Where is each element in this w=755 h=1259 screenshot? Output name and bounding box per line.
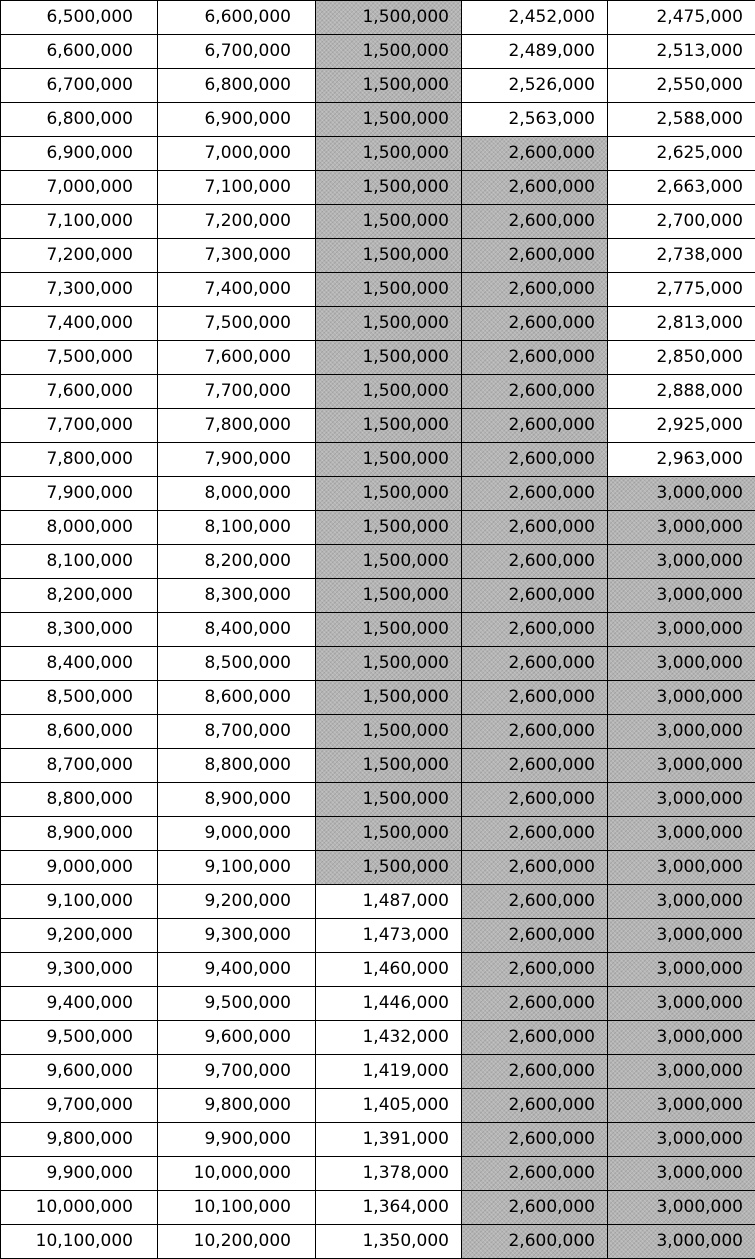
column-5-cell: 3,000,000 xyxy=(608,1089,755,1123)
column-4-cell: 2,600,000 xyxy=(462,681,608,715)
column-4-cell: 2,452,000 xyxy=(462,1,608,35)
range-to-cell: 9,000,000 xyxy=(158,817,316,851)
range-to-cell: 7,100,000 xyxy=(158,171,316,205)
column-5-cell: 2,738,000 xyxy=(608,239,755,273)
column-3-cell: 1,500,000 xyxy=(316,1,462,35)
range-to-cell: 9,600,000 xyxy=(158,1021,316,1055)
column-5-cell: 2,663,000 xyxy=(608,171,755,205)
column-5-cell: 3,000,000 xyxy=(608,579,755,613)
table-row xyxy=(1,205,755,239)
range-from-cell: 8,500,000 xyxy=(1,681,158,715)
column-4-cell: 2,600,000 xyxy=(462,613,608,647)
table-row xyxy=(1,375,755,409)
column-3-cell: 1,500,000 xyxy=(316,783,462,817)
column-4-cell: 2,600,000 xyxy=(462,511,608,545)
range-from-cell: 9,300,000 xyxy=(1,953,158,987)
column-5-cell: 3,000,000 xyxy=(608,545,755,579)
column-5-cell: 3,000,000 xyxy=(608,749,755,783)
column-4-cell: 2,600,000 xyxy=(462,273,608,307)
column-3-cell: 1,500,000 xyxy=(316,307,462,341)
column-3-cell: 1,500,000 xyxy=(316,341,462,375)
column-5-cell: 2,888,000 xyxy=(608,375,755,409)
column-3-cell: 1,500,000 xyxy=(316,477,462,511)
range-from-cell: 10,000,000 xyxy=(1,1191,158,1225)
range-from-cell: 9,200,000 xyxy=(1,919,158,953)
table-row xyxy=(1,749,755,783)
table-body xyxy=(1,1,755,1259)
column-5-cell: 3,000,000 xyxy=(608,613,755,647)
table-row xyxy=(1,1225,755,1259)
column-3-cell: 1,500,000 xyxy=(316,749,462,783)
range-to-cell: 6,700,000 xyxy=(158,35,316,69)
column-5-cell: 3,000,000 xyxy=(608,511,755,545)
column-4-cell: 2,600,000 xyxy=(462,477,608,511)
column-4-cell: 2,600,000 xyxy=(462,545,608,579)
table-row xyxy=(1,511,755,545)
column-5-cell: 2,588,000 xyxy=(608,103,755,137)
range-from-cell: 6,700,000 xyxy=(1,69,158,103)
range-from-cell: 8,900,000 xyxy=(1,817,158,851)
column-5-cell: 3,000,000 xyxy=(608,1055,755,1089)
column-4-cell: 2,600,000 xyxy=(462,987,608,1021)
column-3-cell: 1,500,000 xyxy=(316,443,462,477)
column-3-cell: 1,500,000 xyxy=(316,375,462,409)
column-4-cell: 2,600,000 xyxy=(462,749,608,783)
range-from-cell: 7,800,000 xyxy=(1,443,158,477)
range-from-cell: 9,500,000 xyxy=(1,1021,158,1055)
range-from-cell: 9,100,000 xyxy=(1,885,158,919)
range-to-cell: 10,200,000 xyxy=(158,1225,316,1259)
table-row xyxy=(1,579,755,613)
column-3-cell: 1,460,000 xyxy=(316,953,462,987)
column-5-cell: 3,000,000 xyxy=(608,1021,755,1055)
column-4-cell: 2,600,000 xyxy=(462,817,608,851)
table-row xyxy=(1,307,755,341)
table-row xyxy=(1,545,755,579)
range-to-cell: 7,300,000 xyxy=(158,239,316,273)
column-5-cell: 3,000,000 xyxy=(608,1123,755,1157)
table-row xyxy=(1,1123,755,1157)
column-3-cell: 1,419,000 xyxy=(316,1055,462,1089)
column-5-cell: 3,000,000 xyxy=(608,681,755,715)
column-3-cell: 1,487,000 xyxy=(316,885,462,919)
column-5-cell: 3,000,000 xyxy=(608,953,755,987)
column-4-cell: 2,600,000 xyxy=(462,953,608,987)
table-row xyxy=(1,953,755,987)
column-5-cell: 3,000,000 xyxy=(608,885,755,919)
range-from-cell: 9,000,000 xyxy=(1,851,158,885)
column-5-cell: 2,813,000 xyxy=(608,307,755,341)
range-from-cell: 9,800,000 xyxy=(1,1123,158,1157)
table-row xyxy=(1,885,755,919)
table-row xyxy=(1,1089,755,1123)
range-to-cell: 8,300,000 xyxy=(158,579,316,613)
range-from-cell: 7,000,000 xyxy=(1,171,158,205)
range-from-cell: 8,400,000 xyxy=(1,647,158,681)
table-row xyxy=(1,783,755,817)
column-3-cell: 1,405,000 xyxy=(316,1089,462,1123)
column-4-cell: 2,600,000 xyxy=(462,1021,608,1055)
range-from-cell: 7,600,000 xyxy=(1,375,158,409)
range-from-cell: 6,800,000 xyxy=(1,103,158,137)
column-5-cell: 3,000,000 xyxy=(608,647,755,681)
column-5-cell: 3,000,000 xyxy=(608,987,755,1021)
column-3-cell: 1,500,000 xyxy=(316,103,462,137)
column-5-cell: 3,000,000 xyxy=(608,783,755,817)
column-4-cell: 2,600,000 xyxy=(462,1191,608,1225)
table-row xyxy=(1,681,755,715)
range-from-cell: 9,400,000 xyxy=(1,987,158,1021)
column-5-cell: 2,550,000 xyxy=(608,69,755,103)
column-4-cell: 2,600,000 xyxy=(462,1157,608,1191)
column-4-cell: 2,600,000 xyxy=(462,205,608,239)
range-from-cell: 6,600,000 xyxy=(1,35,158,69)
range-from-cell: 8,600,000 xyxy=(1,715,158,749)
range-to-cell: 8,100,000 xyxy=(158,511,316,545)
table-row xyxy=(1,647,755,681)
column-3-cell: 1,500,000 xyxy=(316,137,462,171)
column-5-cell: 2,963,000 xyxy=(608,443,755,477)
column-4-cell: 2,600,000 xyxy=(462,885,608,919)
column-5-cell: 3,000,000 xyxy=(608,851,755,885)
range-to-cell: 10,000,000 xyxy=(158,1157,316,1191)
table-row xyxy=(1,443,755,477)
table-row xyxy=(1,1,755,35)
range-to-cell: 8,700,000 xyxy=(158,715,316,749)
column-3-cell: 1,500,000 xyxy=(316,647,462,681)
column-4-cell: 2,600,000 xyxy=(462,1089,608,1123)
range-from-cell: 9,700,000 xyxy=(1,1089,158,1123)
column-5-cell: 2,513,000 xyxy=(608,35,755,69)
column-5-cell: 2,700,000 xyxy=(608,205,755,239)
column-3-cell: 1,500,000 xyxy=(316,579,462,613)
column-3-cell: 1,500,000 xyxy=(316,817,462,851)
table-row xyxy=(1,35,755,69)
column-4-cell: 2,600,000 xyxy=(462,239,608,273)
table-row xyxy=(1,715,755,749)
column-4-cell: 2,600,000 xyxy=(462,647,608,681)
range-to-cell: 7,500,000 xyxy=(158,307,316,341)
column-4-cell: 2,600,000 xyxy=(462,919,608,953)
column-4-cell: 2,600,000 xyxy=(462,409,608,443)
column-3-cell: 1,500,000 xyxy=(316,35,462,69)
range-from-cell: 10,100,000 xyxy=(1,1225,158,1259)
range-to-cell: 8,500,000 xyxy=(158,647,316,681)
table-row xyxy=(1,477,755,511)
range-to-cell: 6,800,000 xyxy=(158,69,316,103)
column-4-cell: 2,600,000 xyxy=(462,341,608,375)
column-3-cell: 1,500,000 xyxy=(316,409,462,443)
column-5-cell: 2,625,000 xyxy=(608,137,755,171)
range-to-cell: 6,600,000 xyxy=(158,1,316,35)
range-to-cell: 10,100,000 xyxy=(158,1191,316,1225)
column-3-cell: 1,500,000 xyxy=(316,613,462,647)
column-3-cell: 1,364,000 xyxy=(316,1191,462,1225)
table-row xyxy=(1,851,755,885)
column-5-cell: 3,000,000 xyxy=(608,1225,755,1259)
range-to-cell: 9,800,000 xyxy=(158,1089,316,1123)
range-from-cell: 6,500,000 xyxy=(1,1,158,35)
column-4-cell: 2,600,000 xyxy=(462,1123,608,1157)
range-from-cell: 9,600,000 xyxy=(1,1055,158,1089)
table-row xyxy=(1,69,755,103)
range-to-cell: 7,600,000 xyxy=(158,341,316,375)
table-row xyxy=(1,341,755,375)
range-to-cell: 7,200,000 xyxy=(158,205,316,239)
column-3-cell: 1,500,000 xyxy=(316,681,462,715)
range-to-cell: 9,900,000 xyxy=(158,1123,316,1157)
column-4-cell: 2,600,000 xyxy=(462,1055,608,1089)
table-row xyxy=(1,1021,755,1055)
range-to-cell: 6,900,000 xyxy=(158,103,316,137)
range-to-cell: 8,400,000 xyxy=(158,613,316,647)
range-from-cell: 7,200,000 xyxy=(1,239,158,273)
range-from-cell: 6,900,000 xyxy=(1,137,158,171)
column-5-cell: 3,000,000 xyxy=(608,817,755,851)
table-row xyxy=(1,409,755,443)
column-3-cell: 1,500,000 xyxy=(316,715,462,749)
table-row xyxy=(1,273,755,307)
range-from-cell: 9,900,000 xyxy=(1,1157,158,1191)
column-3-cell: 1,432,000 xyxy=(316,1021,462,1055)
range-to-cell: 8,800,000 xyxy=(158,749,316,783)
column-3-cell: 1,500,000 xyxy=(316,69,462,103)
column-5-cell: 2,925,000 xyxy=(608,409,755,443)
range-from-cell: 7,900,000 xyxy=(1,477,158,511)
column-3-cell: 1,500,000 xyxy=(316,205,462,239)
column-4-cell: 2,600,000 xyxy=(462,715,608,749)
range-from-cell: 8,800,000 xyxy=(1,783,158,817)
column-5-cell: 2,475,000 xyxy=(608,1,755,35)
range-to-cell: 7,000,000 xyxy=(158,137,316,171)
column-4-cell: 2,526,000 xyxy=(462,69,608,103)
range-to-cell: 7,400,000 xyxy=(158,273,316,307)
column-4-cell: 2,600,000 xyxy=(462,171,608,205)
column-5-cell: 3,000,000 xyxy=(608,477,755,511)
range-from-cell: 7,300,000 xyxy=(1,273,158,307)
table-row xyxy=(1,817,755,851)
column-3-cell: 1,446,000 xyxy=(316,987,462,1021)
range-from-cell: 7,400,000 xyxy=(1,307,158,341)
table-row xyxy=(1,171,755,205)
column-5-cell: 2,850,000 xyxy=(608,341,755,375)
column-3-cell: 1,500,000 xyxy=(316,171,462,205)
range-to-cell: 8,900,000 xyxy=(158,783,316,817)
range-to-cell: 9,700,000 xyxy=(158,1055,316,1089)
table-row xyxy=(1,919,755,953)
table-row xyxy=(1,239,755,273)
column-4-cell: 2,600,000 xyxy=(462,783,608,817)
range-from-cell: 8,700,000 xyxy=(1,749,158,783)
column-4-cell: 2,600,000 xyxy=(462,1225,608,1259)
range-from-cell: 7,700,000 xyxy=(1,409,158,443)
range-to-cell: 7,800,000 xyxy=(158,409,316,443)
table-row xyxy=(1,987,755,1021)
range-to-cell: 7,700,000 xyxy=(158,375,316,409)
column-3-cell: 1,378,000 xyxy=(316,1157,462,1191)
range-from-cell: 8,100,000 xyxy=(1,545,158,579)
column-3-cell: 1,500,000 xyxy=(316,545,462,579)
column-5-cell: 3,000,000 xyxy=(608,919,755,953)
range-to-cell: 9,400,000 xyxy=(158,953,316,987)
range-from-cell: 7,100,000 xyxy=(1,205,158,239)
column-3-cell: 1,500,000 xyxy=(316,511,462,545)
column-5-cell: 3,000,000 xyxy=(608,1157,755,1191)
range-to-cell: 9,100,000 xyxy=(158,851,316,885)
table-row xyxy=(1,1055,755,1089)
column-3-cell: 1,350,000 xyxy=(316,1225,462,1259)
column-3-cell: 1,391,000 xyxy=(316,1123,462,1157)
column-3-cell: 1,500,000 xyxy=(316,273,462,307)
column-3-cell: 1,473,000 xyxy=(316,919,462,953)
range-to-cell: 9,200,000 xyxy=(158,885,316,919)
table-row xyxy=(1,103,755,137)
range-from-cell: 8,200,000 xyxy=(1,579,158,613)
column-5-cell: 3,000,000 xyxy=(608,1191,755,1225)
range-to-cell: 8,000,000 xyxy=(158,477,316,511)
column-4-cell: 2,600,000 xyxy=(462,137,608,171)
range-to-cell: 7,900,000 xyxy=(158,443,316,477)
range-from-cell: 8,000,000 xyxy=(1,511,158,545)
column-4-cell: 2,600,000 xyxy=(462,443,608,477)
range-from-cell: 7,500,000 xyxy=(1,341,158,375)
table-row xyxy=(1,1157,755,1191)
table-row xyxy=(1,137,755,171)
column-5-cell: 3,000,000 xyxy=(608,715,755,749)
column-4-cell: 2,489,000 xyxy=(462,35,608,69)
column-4-cell: 2,600,000 xyxy=(462,851,608,885)
column-3-cell: 1,500,000 xyxy=(316,239,462,273)
column-5-cell: 2,775,000 xyxy=(608,273,755,307)
range-to-cell: 8,600,000 xyxy=(158,681,316,715)
column-4-cell: 2,563,000 xyxy=(462,103,608,137)
range-to-cell: 8,200,000 xyxy=(158,545,316,579)
table-row xyxy=(1,1191,755,1225)
column-3-cell: 1,500,000 xyxy=(316,851,462,885)
table-row xyxy=(1,613,755,647)
range-to-cell: 9,300,000 xyxy=(158,919,316,953)
range-from-cell: 8,300,000 xyxy=(1,613,158,647)
range-to-cell: 9,500,000 xyxy=(158,987,316,1021)
column-4-cell: 2,600,000 xyxy=(462,375,608,409)
column-4-cell: 2,600,000 xyxy=(462,579,608,613)
column-4-cell: 2,600,000 xyxy=(462,307,608,341)
